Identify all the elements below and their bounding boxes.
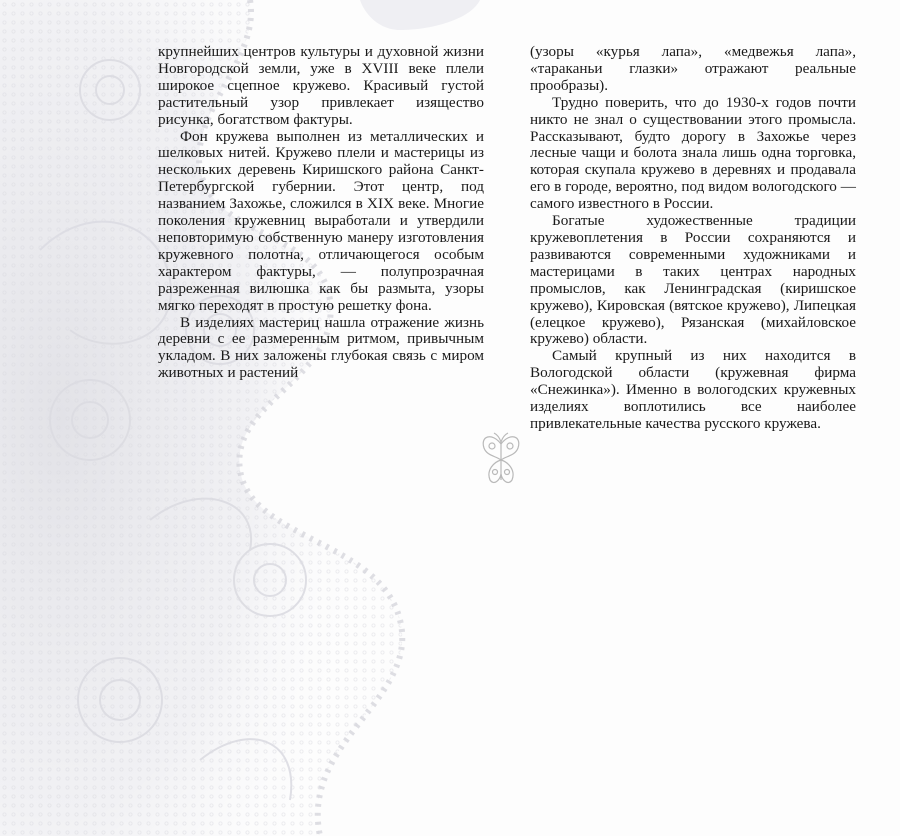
paragraph: крупнейших центров культуры и духовной жизни Новгородской земли, уже в XVIII веке плели широкое сцепное кружево. Красивый густой растительный узор привлекает изящество рисунка, богатством фактуры. [158, 43, 484, 128]
left-text-column [158, 44, 484, 382]
right-text-column [530, 44, 856, 433]
paragraph: (узоры «курья лапа», «медвежья лапа», «тараканьи глазки» отражают реальные прообразы). [530, 43, 856, 94]
paragraph: Богатые художественные традиции кружевоплетения в России сохраняются и развиваются современными художниками и мастерицами в таких центрах народных промыслов, как Ленинградская (киришское кружево), Кировская (вятское кружево), Липецкая (елецкое кружево), Рязанская (михайловское кружево) области. [530, 212, 856, 348]
butterfly-icon [478, 430, 524, 490]
paragraph: В изделиях мастериц нашла отражение жизнь деревни с ее размеренным ритмом, привычным укладом. В них заложены глубокая связь с миром животных и растений [158, 313, 484, 382]
paragraph: Самый крупный из них находится в Вологодской области (кружевная фирма «Снежинка»). Именно в вологодских кружевных изделиях воплотились все наиболее привлекательные качества русского кружева. [530, 347, 856, 432]
paragraph: Фон кружева выполнен из металлических и шелковых нитей. Кружево плели и мастерицы из нескольких деревень Киришского района Санкт-Петербургской губернии. Этот центр, под названием Захожье, сложился в XIX веке. Многие поколения кружевниц выработали и утвердили неповторимую собственную манеру изготовления кружевного полотна, отличающегося особым характером фактуры, — полупрозрачная разреженная вилюшка как бы размыта, узоры мягко переходят в простую решетку фона. [158, 127, 484, 314]
paragraph: Трудно поверить, что до 1930-х годов почти никто не знал о существовании этого промысла. Рассказывают, будто дорогу в Захожье через лесные чащи и болота знала лишь одна торговка, которая скупала кружево в деревнях и продавала его в городе, вероятно, под видом вологодского — самого известного в России. [530, 93, 856, 213]
